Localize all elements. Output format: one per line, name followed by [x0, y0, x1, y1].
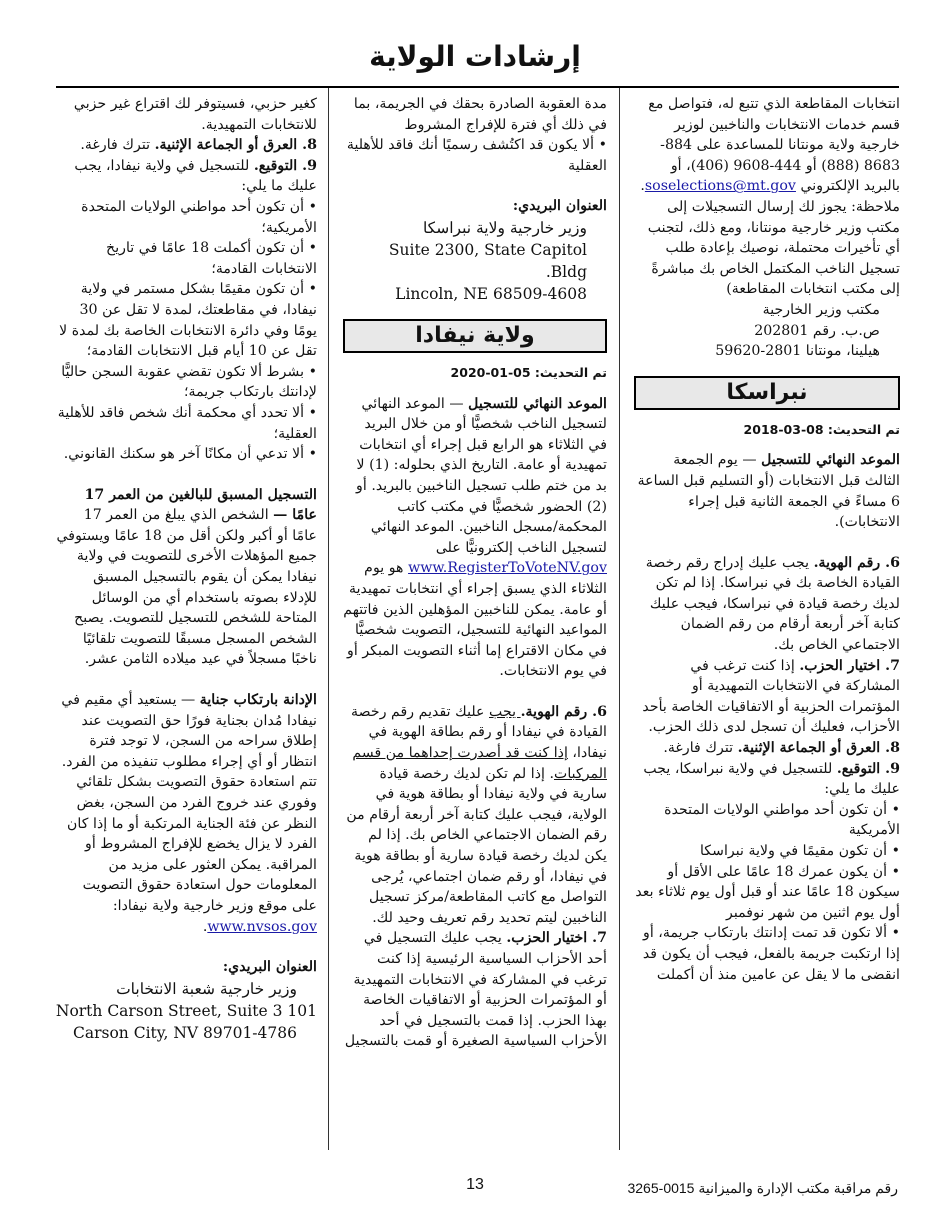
top-divider [56, 86, 899, 88]
column-left [55, 94, 317, 1044]
item-6 [343, 702, 607, 929]
bullet: • ألا تدعي أن مكانًا آخر هو سكنك القانوني. [63, 446, 317, 463]
address-line: وزير خارجية شعبة الانتخابات [116, 979, 297, 998]
text: — الموعد النهائي لتسجيل الناخب شخصيًّا أو من خلال البريد في الثلاثاء هو الرابع قبل إجراء أي انتخابات تمهيدية أو عامة. التاريخ الذي بحلوله: (1) لا بد من ختم طلب تسجيل الناخبين بالبريد. أو (2) الحضور شخصيًّا في مكتب كاتب المحكمة/مسجل الناخبين. الموعد النهائي لتسجيل الناخب إلكترونيًّا على [356, 395, 607, 556]
item-6 [634, 553, 900, 656]
nebraska-address [343, 217, 607, 305]
label: العنوان البريدي: [222, 959, 317, 976]
column-divider-right [619, 88, 620, 1150]
address-line: مكتب وزير الخارجية [762, 301, 880, 318]
bullet: • أن تكون أحد مواطني الولايات المتحدة الأمريكية [664, 801, 900, 839]
page-number: 13 [466, 1176, 484, 1193]
text: إذا كنت قد أصدرت إحداهما من قسم المركبات [352, 745, 607, 782]
item-7 [343, 928, 607, 1052]
text: يجب [489, 703, 521, 720]
bullet: • ألا تكون قد تمت إدانتك بارتكاب جريمة، أو إذا ارتكبت جريمة بالفعل، فيجب أن يكون قد انقضى ما لا يقل عن عامين منذ أن أكملت [642, 925, 900, 983]
label: الموعد النهائي للتسجيل [761, 452, 900, 469]
omb-control-number: رقم مراقبة مكتب الإدارة والميزانية 0015-3265 [627, 1180, 898, 1196]
text: إذا كنت ترغب في المشاركة في الانتخابات التمهيدية أو المؤتمرات الحزبية أو الاتفاقيات الخاصة بأحد الأحزاب، فعليك أن تسجل لدى ذلك الحزب. [642, 657, 900, 736]
text: يجب عليك إدراج رقم رخصة القيادة الخاصة بك في نبراسكا. إذا لم تكن لديك رخصة قيادة في نبراسكا، فيجب عليك كتابة آخر أربعة أرقام من رقم الضمان الاجتماعي الخاص بك. [645, 554, 900, 654]
text: يجب عليك التسجيل في أحد الأحزاب السياسية الرئيسية إذا كنت ترغب في المشاركة في الانتخابات التمهيدية أو المؤتمرات الحزبية أو الاتفاقيات الخاصة بهذا الحزب. إذا قمت بالتسجيل في أحد الأحزاب السياسية الصغيرة أو قمت بالتسجيل [344, 930, 607, 1050]
page-title: إرشادات الولاية [369, 40, 581, 73]
address-line: وزير خارجية ولاية نبراسكا [422, 218, 587, 237]
address-line: Carson City, NV 89701-4786 [73, 1023, 297, 1042]
text: للتسجيل في ولاية نيفادا، يجب عليك ما يلي: [74, 157, 317, 195]
label: 6. رقم الهوية. [813, 554, 900, 571]
address-line: Suite 2300, State Capitol Bldg. [388, 240, 587, 281]
label: الموعد النهائي للتسجيل [468, 395, 607, 412]
column-divider-left [328, 88, 329, 1150]
bullet: • أن تكون مقيمًا بشكل مستمر في ولاية نيفادا، في مقاطعتك، لمدة لا تقل عن 30 يومًا وفي دائرة الانتخابات الخاصة بك لمدة لا تقل عن 10 أيام قبل الانتخابات القادمة؛ [59, 281, 317, 360]
text: للتسجيل في ولاية نبراسكا، يجب عليك ما يلي: [643, 760, 900, 798]
column-right [634, 94, 900, 985]
bullet: • ألا يكون قد اكتُشف رسميًا أنك فاقد للأهلية العقلية [346, 137, 607, 174]
bullet: • أن يكون عمرك 18 عامًا على الأقل أو سيكون 18 عامًا عند أو قبل أول يوم ثلاثاء بعد أول يوم اثنين من شهر نوفمبر [635, 863, 900, 921]
item-8 [55, 135, 317, 156]
updated-date: تم التحديث: 05-01-2020 [450, 364, 607, 380]
updated-date: تم التحديث: 08-03-2018 [743, 421, 900, 437]
felony-paragraph: الإدانة بارتكاب جناية — يستعيد أي مقيم في نيفادا مُدان بجناية فورًا حق التصويت عند إطلاق سراحه من السجن، لا توجد فترة انتظار أو أي إجراء مطلوب تنفيذه من الفرد. تتم استعادة حقوق التصويت بشكل تلقائي وفوري عند خروج الفرد من السجن، بغض النظر عن فئة الجناية المرتكبة أو ما إذا كان الفرد لا يزال يخضع للإفراج المشروط أو المراقبة. يمكن العثور على مزيد من المعلومات حول استعادة حقوق التصويت على موقع وزير خارجية ولاية نيفادا: www.nvsos.gov. [61, 692, 317, 935]
address-line: هيلينا، مونتانا 2801-59620 [715, 343, 880, 360]
text: تترك فارغة. [663, 740, 738, 757]
text: عليك تقديم رقم رخصة القيادة في نيفادا أو رقم بطاقة الهوية في نيفادا، [351, 703, 607, 762]
state-heading-nevada: ولاية نيفادا [343, 319, 607, 353]
text: — يوم الجمعة الثالث قبل الانتخابات (أو التسليم قبل الساعة 6 مساءً في الجمعة الثانية قبل إجراء الانتخابات). [637, 452, 900, 531]
item-9 [634, 759, 900, 800]
address-line: Lincoln, NE 68509-4608 [395, 284, 587, 303]
email-link[interactable]: soselections@mt.gov [644, 178, 796, 195]
deadline-paragraph [343, 394, 607, 682]
state-heading-nebraska: نبراسكا [634, 376, 900, 410]
text: انتخابات المقاطعة الذي تتبع له، فتواصل مع قسم خدمات الانتخابات والناخبين لوزير خارجية ولاية مونتانا للمساعدة على 884-8683 (888) أو 444-9608 (406)، أو بالبريد الإلكتروني [648, 96, 900, 195]
bullet: • أن تكون أحد مواطني الولايات المتحدة الأمريكية؛ [81, 198, 317, 236]
label: 8. العرق أو الجماعة الإثنية. [154, 137, 317, 154]
label: 8. العرق أو الجماعة الإثنية. [737, 740, 900, 757]
label: 6. رقم الهوية. [520, 703, 607, 720]
preregistration-paragraph [55, 485, 317, 670]
continued-paragraph: مدة العقوبة الصادرة بحقك في الجريمة، بما في ذلك أي فترة للإفراج المشروط [353, 96, 607, 133]
address-line: ص.ب. رقم 202801 [754, 322, 880, 339]
text: الشخص الذي يبلغ من العمر 17 عامًا أو أكبر ولكن أقل من 18 عامًا ويستوفي جميع المؤهلات الأخرى للتصويت في ولاية نيفادا يمكن أن يقوم بالتسجيل المسبق للإدلاء بصوته باستخدام أي من الوسائل المتاحة للشخص للتسجيل للتصويت. يصبح الشخص المسجل مسبقًا للتصويت تلقائيًا ناخبًا مسجلاً في عيد ميلاده الثامن عشر. [56, 507, 317, 668]
bullet: • بشرط ألا تكون تقضي عقوبة السجن حاليًّا لإدانتك بارتكاب جريمة؛ [61, 363, 317, 401]
item-8 [634, 738, 900, 759]
mailing-label [343, 196, 607, 217]
text: هو يوم الثلاثاء الذي يسبق إجراء أي انتخابات تمهيدية أو عامة. يمكن للناخبين المؤهلين الذين فاتتهم المواعيد النهائية للتسجيل، التصويت شخصيًّا في مكان الاقتراع إما أثناء التصويت المبكر أو في يوم الانتخابات. [343, 560, 607, 680]
montana-contact-paragraph [634, 94, 900, 300]
deadline-paragraph [634, 450, 900, 532]
mailing-label [55, 957, 317, 978]
bullet: • أن تكون مقيمًا في ولاية نبراسكا [699, 843, 900, 859]
item-9 [55, 156, 317, 197]
item-7 [634, 656, 900, 738]
label: 9. التوقيع. [253, 157, 317, 174]
text: . إذا لم تكن لديك رخصة قيادة سارية في ولاية نيفادا أو بطاقة هوية في الولاية، فيجب عليك كتابة آخر أربعة أرقام من رقم الضمان الاجتماعي الخاص بك. إذا لم يكن لديك رخصة قيادة سارية أو بطاقة هوية في نيفادا، أو رقم ضمان اجتماعي، يُرجى التواصل مع كاتب المقاطعة/مركز تسجيل الناخبين ليتم تحديد رقم تعريف وحيد لك. [346, 765, 607, 926]
register-to-vote-link[interactable]: www.RegisterToVoteNV.gov [408, 560, 607, 577]
montana-address [634, 300, 900, 362]
nevada-address [55, 978, 317, 1044]
column-middle [343, 94, 607, 1052]
bullet: • أن تكون أكملت 18 عامًا في تاريخ الانتخابات القادمة؛ [106, 240, 317, 277]
bullet: • ألا تحدد أي محكمة أنك شخص فاقد للأهلية العقلية؛ [57, 404, 317, 442]
label: 9. التوقيع. [836, 760, 900, 777]
label: 7. اختيار الحزب. [799, 657, 900, 674]
text: تترك فارغة. [80, 137, 155, 154]
address-line: 101 North Carson Street, Suite 3 [55, 1001, 317, 1020]
nvsos-link[interactable]: www.nvsos.gov [207, 918, 317, 935]
label: الإدانة بارتكاب جناية [199, 692, 317, 709]
text: — يستعيد أي مقيم في نيفادا مُدان بجناية فورًا حق التصويت عند إطلاق سراحه من السجن، لا توجد فترة انتظار أو أي إجراء مطلوب تنفيذه من الفرد. تتم استعادة حقوق التصويت بشكل تلقائي وفوري عند خروج الفرد من السجن، بغض النظر عن فئة الجناية المرتكبة أو ما إذا كان الفرد لا يزال يخضع للإفراج المشروط أو المراقبة. يمكن العثور على مزيد من المعلومات حول استعادة حقوق التصويت على موقع وزير خارجية ولاية نيفادا: [61, 692, 317, 914]
label: العنوان البريدي: [512, 198, 607, 215]
label: 7. اختيار الحزب. [506, 930, 607, 947]
label: التسجيل المسبق للبالغين من العمر 17 عامًا — [84, 486, 317, 524]
continued-paragraph: كغير حزبي، فسيتوفر لك اقتراع غير حزبي للانتخابات التمهيدية. [73, 96, 317, 133]
text: . ملاحظة: يجوز لك إرسال التسجيلات إلى مكتب وزير خارجية مونتانا، ومع ذلك، لتجنب أي تأخيرات محتملة، نوصيك بإعادة طلب تسجيل الناخب المكتمل الخاص بك مباشرةً إلى مكتب انتخابات المقاطعة) [640, 178, 900, 298]
